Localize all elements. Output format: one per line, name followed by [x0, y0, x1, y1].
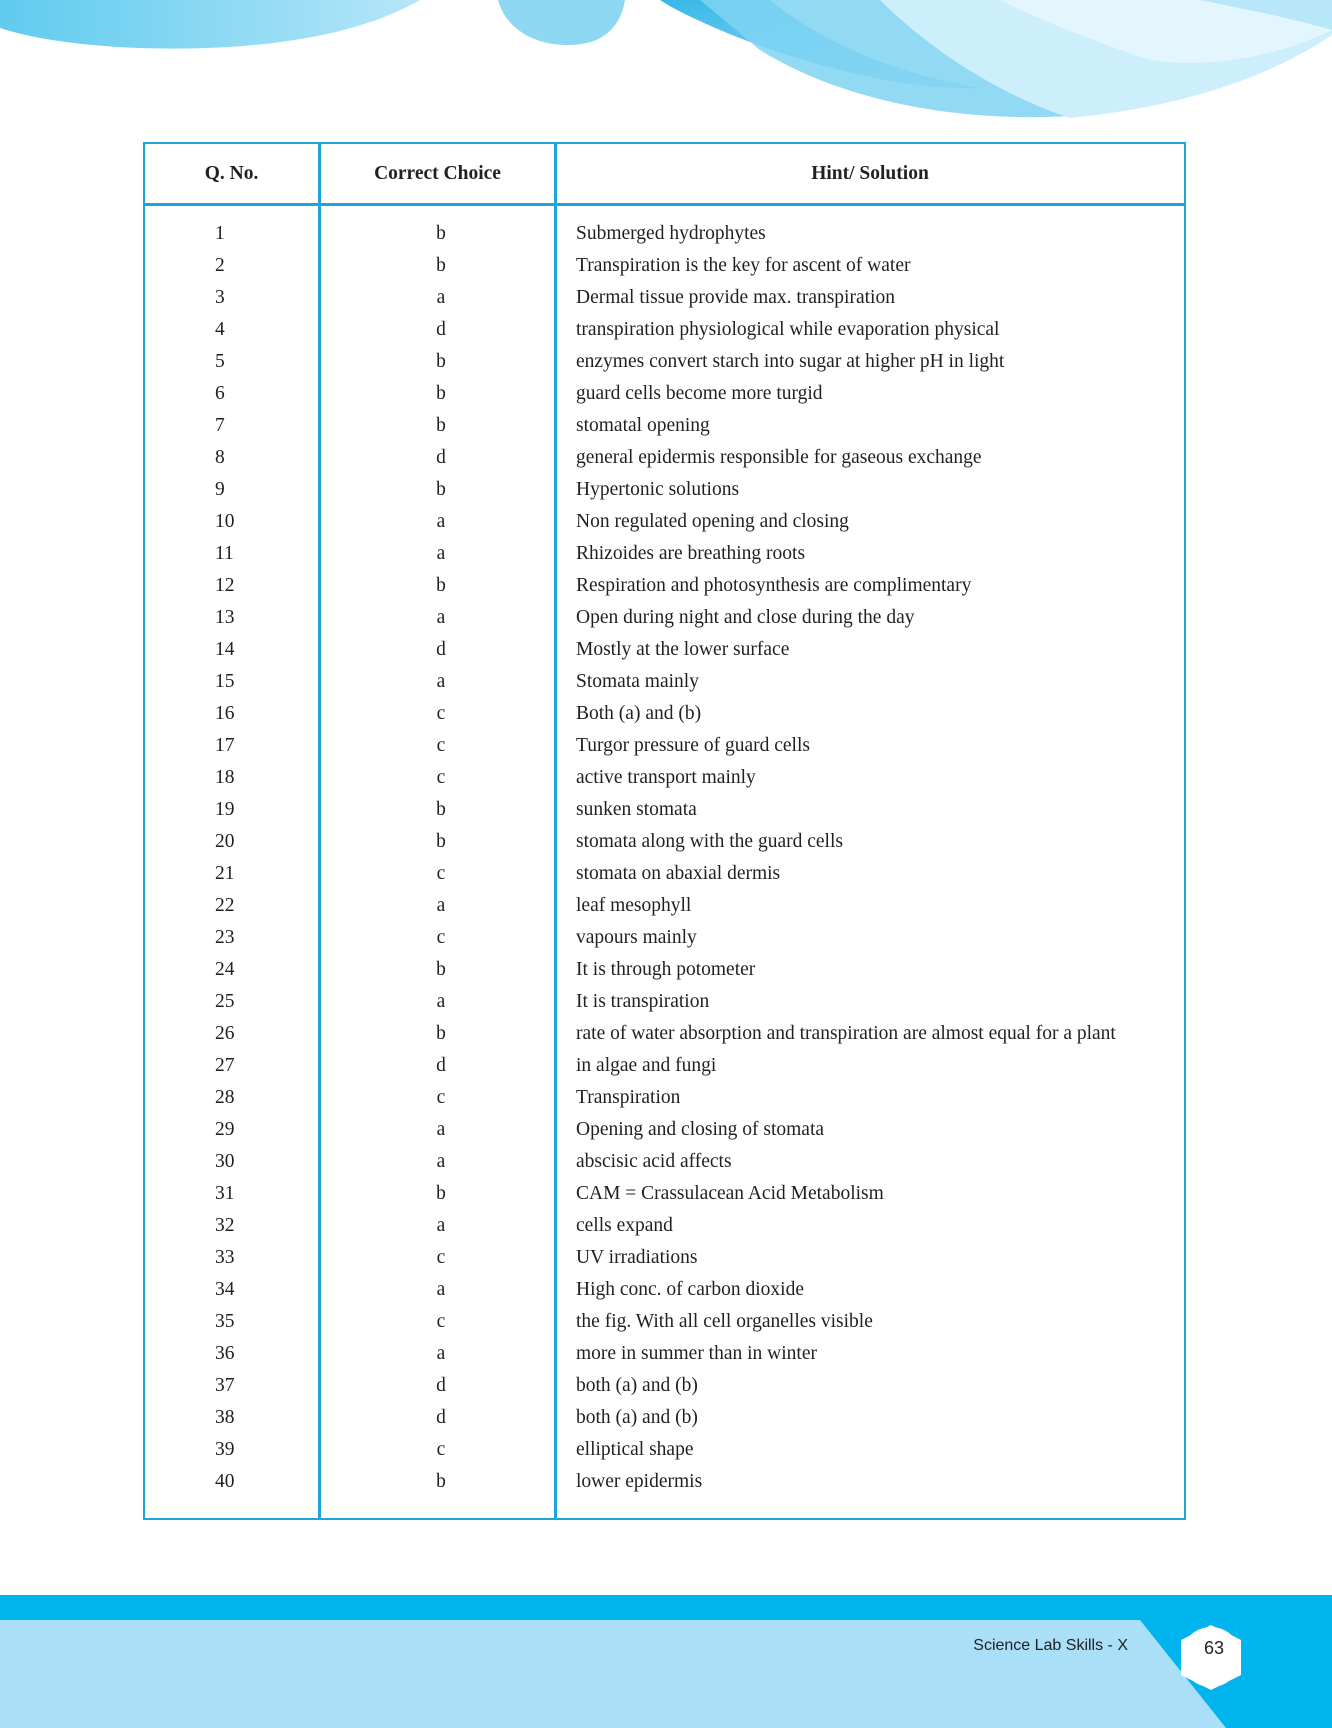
page-number: 63	[1203, 1638, 1225, 1658]
question-number: 31	[215, 1183, 235, 1204]
table-row	[145, 986, 1184, 1018]
question-number: 23	[215, 927, 235, 948]
correct-choice: b	[436, 799, 446, 820]
correct-choice: a	[436, 895, 446, 916]
correct-choice: a	[436, 1343, 446, 1364]
hint-solution: transpiration physiological while evaporation physical	[576, 319, 1000, 340]
table-row	[145, 282, 1184, 314]
correct-choice: a	[436, 511, 446, 532]
hint-solution: active transport mainly	[576, 767, 756, 788]
question-number: 30	[215, 1151, 235, 1172]
hint-solution: It is through potometer	[576, 959, 756, 980]
correct-choice: c	[436, 927, 446, 948]
question-number: 16	[215, 703, 235, 724]
correct-choice: c	[436, 703, 446, 724]
hint-solution: lower epidermis	[576, 1471, 703, 1492]
question-number: 12	[215, 575, 235, 596]
hint-solution: UV irradiations	[576, 1247, 698, 1268]
question-number: 8	[215, 447, 225, 468]
table-row	[145, 1434, 1184, 1466]
question-number: 4	[215, 319, 225, 340]
hint-solution: general epidermis responsible for gaseous exchange	[576, 447, 982, 468]
correct-choice: c	[436, 767, 446, 788]
question-number: 33	[215, 1247, 235, 1268]
table-row	[145, 794, 1184, 826]
correct-choice: d	[436, 319, 446, 340]
table-row	[145, 1082, 1184, 1114]
hint-solution: cells expand	[576, 1215, 673, 1236]
table-row	[145, 1146, 1184, 1178]
question-number: 39	[215, 1439, 235, 1460]
table-row	[145, 730, 1184, 762]
table-row	[145, 858, 1184, 890]
question-number: 21	[215, 863, 235, 884]
correct-choice: c	[436, 735, 446, 756]
question-number: 10	[215, 511, 235, 532]
table-row	[145, 410, 1184, 442]
correct-choice: a	[436, 1119, 446, 1140]
hint-solution: Rhizoides are breathing roots	[576, 543, 806, 564]
question-number: 14	[215, 639, 235, 660]
table-row	[145, 218, 1184, 250]
question-number: 15	[215, 671, 235, 692]
correct-choice: b	[436, 1183, 446, 1204]
correct-choice: c	[436, 1247, 446, 1268]
hint-solution: the fig. With all cell organelles visible	[576, 1311, 873, 1332]
hint-solution: abscisic acid affects	[576, 1151, 732, 1172]
table-row	[145, 1466, 1184, 1498]
correct-choice: b	[436, 1471, 446, 1492]
hint-solution: Open during night and close during the day	[576, 607, 915, 628]
hint-solution: both (a) and (b)	[576, 1375, 698, 1396]
hint-solution: Opening and closing of stomata	[576, 1119, 825, 1140]
correct-choice: c	[436, 863, 446, 884]
question-number: 18	[215, 767, 235, 788]
correct-choice: c	[436, 1311, 446, 1332]
hint-solution: It is transpiration	[576, 991, 710, 1012]
correct-choice: b	[436, 959, 446, 980]
table-row	[145, 474, 1184, 506]
correct-choice: a	[436, 991, 446, 1012]
hint-solution: Transpiration is the key for ascent of water	[576, 255, 911, 276]
table-row	[145, 346, 1184, 378]
answer-table	[143, 142, 1186, 1520]
correct-choice: a	[436, 607, 446, 628]
correct-choice: a	[436, 287, 446, 308]
hint-solution: Submerged hydrophytes	[576, 223, 766, 244]
question-number: 26	[215, 1023, 235, 1044]
question-number: 17	[215, 735, 235, 756]
correct-choice: b	[436, 415, 446, 436]
table-row	[145, 826, 1184, 858]
question-number: 3	[215, 287, 225, 308]
correct-choice: b	[436, 223, 446, 244]
table-row	[145, 1242, 1184, 1274]
question-number: 37	[215, 1375, 235, 1396]
table-row	[145, 1018, 1184, 1050]
question-number: 22	[215, 895, 235, 916]
question-number: 13	[215, 607, 235, 628]
table-row	[145, 1306, 1184, 1338]
table-body	[145, 218, 1184, 1498]
question-number: 19	[215, 799, 235, 820]
table-row	[145, 634, 1184, 666]
correct-choice: b	[436, 383, 446, 404]
question-number: 24	[215, 959, 235, 980]
correct-choice: d	[436, 1407, 446, 1428]
table-row	[145, 890, 1184, 922]
question-number: 25	[215, 991, 235, 1012]
table-row	[145, 506, 1184, 538]
hint-solution: more in summer than in winter	[576, 1343, 817, 1364]
table-row	[145, 922, 1184, 954]
table-row	[145, 1050, 1184, 1082]
hint-solution: enzymes convert starch into sugar at higher pH in light	[576, 351, 1005, 372]
hint-solution: Both (a) and (b)	[576, 703, 702, 724]
table-row	[145, 666, 1184, 698]
correct-choice: a	[436, 1279, 446, 1300]
correct-choice: c	[436, 1087, 446, 1108]
correct-choice: b	[436, 1023, 446, 1044]
correct-choice: d	[436, 1055, 446, 1076]
hint-solution: rate of water absorption and transpiration are almost equal for a plant	[576, 1023, 1116, 1044]
hint-solution: Hypertonic solutions	[576, 479, 740, 500]
correct-choice: c	[436, 1439, 446, 1460]
hint-solution: Non regulated opening and closing	[576, 511, 849, 532]
table-row	[145, 1210, 1184, 1242]
question-number: 2	[215, 255, 225, 276]
table-row	[145, 1338, 1184, 1370]
table-row	[145, 602, 1184, 634]
correct-choice: d	[436, 639, 446, 660]
header-correct-choice: Correct Choice	[374, 163, 501, 184]
table-row	[145, 378, 1184, 410]
correct-choice: b	[436, 575, 446, 596]
header-hint-solution: Hint/ Solution	[811, 163, 929, 184]
hint-solution: CAM = Crassulacean Acid Metabolism	[576, 1183, 884, 1204]
table-row	[145, 954, 1184, 986]
question-number: 36	[215, 1343, 235, 1364]
table-row	[145, 250, 1184, 282]
hint-solution: Dermal tissue provide max. transpiration	[576, 287, 895, 308]
question-number: 28	[215, 1087, 235, 1108]
hint-solution: sunken stomata	[576, 799, 697, 820]
hint-solution: stomata along with the guard cells	[576, 831, 843, 852]
table-row	[145, 1370, 1184, 1402]
question-number: 32	[215, 1215, 235, 1236]
correct-choice: a	[436, 1215, 446, 1236]
question-number: 7	[215, 415, 225, 436]
table-row	[145, 570, 1184, 602]
question-number: 1	[215, 223, 225, 244]
correct-choice: b	[436, 831, 446, 852]
table-row	[145, 538, 1184, 570]
table-row	[145, 762, 1184, 794]
hint-solution: guard cells become more turgid	[576, 383, 823, 404]
correct-choice: a	[436, 671, 446, 692]
hint-solution: in algae and fungi	[576, 1055, 717, 1076]
correct-choice: b	[436, 255, 446, 276]
table-row	[145, 442, 1184, 474]
correct-choice: d	[436, 447, 446, 468]
correct-choice: b	[436, 351, 446, 372]
question-number: 5	[215, 351, 225, 372]
hint-solution: both (a) and (b)	[576, 1407, 698, 1428]
table-row	[145, 1274, 1184, 1306]
top-wave-decoration	[0, 0, 1332, 135]
question-number: 9	[215, 479, 225, 500]
footer-band	[0, 1595, 1332, 1728]
header-qno: Q. No.	[204, 163, 259, 184]
table-row	[145, 1178, 1184, 1210]
header-divider	[145, 203, 1184, 206]
correct-choice: b	[436, 479, 446, 500]
question-number: 27	[215, 1055, 235, 1076]
hint-solution: vapours mainly	[576, 927, 697, 948]
hint-solution: Respiration and photosynthesis are complimentary	[576, 575, 972, 596]
question-number: 29	[215, 1119, 235, 1140]
book-title: Science Lab Skills - X	[973, 1637, 1128, 1654]
table-row	[145, 1402, 1184, 1434]
question-number: 35	[215, 1311, 235, 1332]
question-number: 40	[215, 1471, 235, 1492]
question-number: 11	[215, 543, 234, 564]
table-row	[145, 698, 1184, 730]
hint-solution: stomatal opening	[576, 415, 710, 436]
hint-solution: Transpiration	[576, 1087, 681, 1108]
hint-solution: Mostly at the lower surface	[576, 639, 790, 660]
hint-solution: elliptical shape	[576, 1439, 694, 1460]
hint-solution: Turgor pressure of guard cells	[576, 735, 810, 756]
table-row	[145, 1114, 1184, 1146]
correct-choice: a	[436, 543, 446, 564]
question-number: 6	[215, 383, 225, 404]
question-number: 38	[215, 1407, 235, 1428]
hint-solution: High conc. of carbon dioxide	[576, 1279, 804, 1300]
question-number: 20	[215, 831, 235, 852]
hint-solution: leaf mesophyll	[576, 895, 692, 916]
hint-solution: stomata on abaxial dermis	[576, 863, 781, 884]
question-number: 34	[215, 1279, 235, 1300]
table-row	[145, 314, 1184, 346]
hint-solution: Stomata mainly	[576, 671, 699, 692]
correct-choice: a	[436, 1151, 446, 1172]
correct-choice: d	[436, 1375, 446, 1396]
